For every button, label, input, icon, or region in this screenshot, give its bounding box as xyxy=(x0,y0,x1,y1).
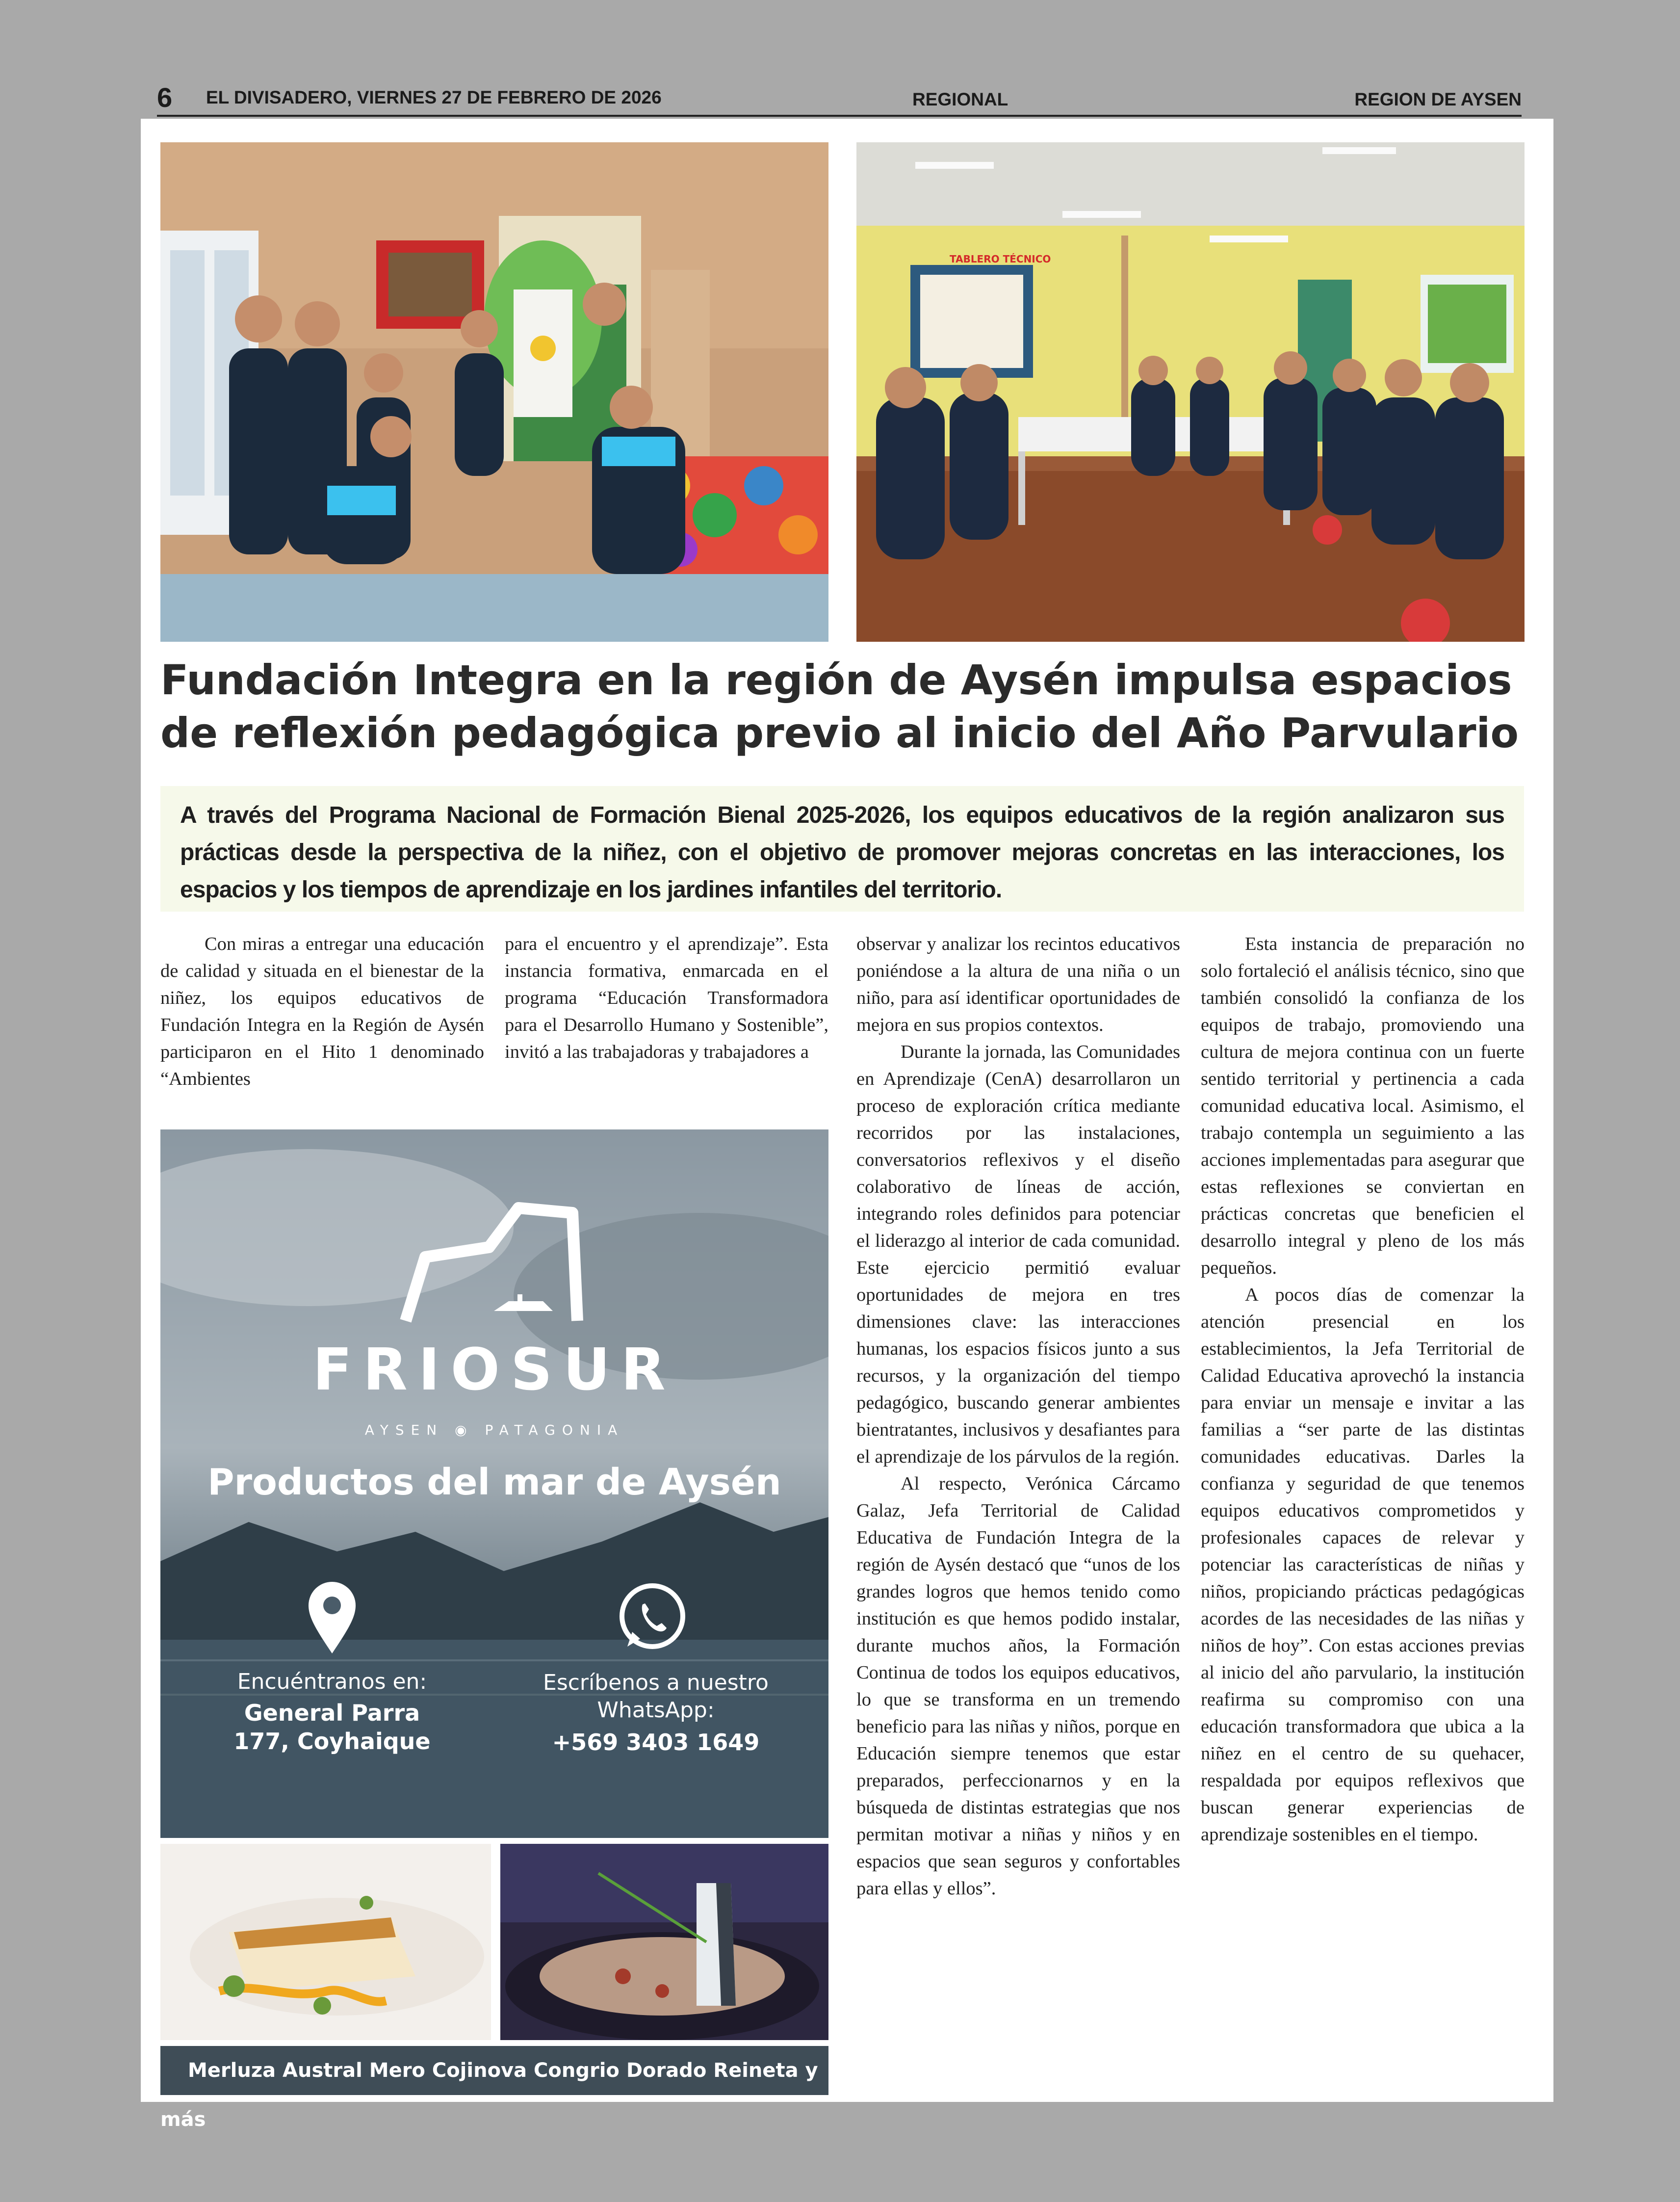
location-pin-icon xyxy=(307,1581,358,1654)
page-content xyxy=(141,119,1553,2131)
ad-brand: FRIOSUR xyxy=(312,1336,676,1403)
whatsapp-icon xyxy=(616,1581,689,1654)
article-column-2 xyxy=(505,931,828,1066)
whatsapp-number: +569 3403 1649 xyxy=(552,1729,760,1756)
page-number: 6 xyxy=(157,82,173,113)
article-column-1 xyxy=(160,931,484,1093)
newspaper-date: EL DIVISADERO, VIERNES 27 DE FEBRERO DE 2026 xyxy=(206,87,662,107)
gourmet-dish-photo xyxy=(500,1844,828,2040)
ad-tagline xyxy=(160,1422,828,1438)
article-paragraph: para el encuentro y el aprendizaje”. Esta instancia formativa, enmarcada en el programa “Educación Transformadora para el Desarrollo Humano y Sostenible”, invitó a las trabajadoras y trabajadores a xyxy=(505,934,828,1062)
article-paragraph: A pocos días de comenzar la atención presencial en los establecimientos, la Jefa Territorial de Calidad Educativa aprovechó la instancia para enviar un mensaje e invitar a las familias a “ser parte de las distintas comunidades educativas. Darles la confianza y seguridad de que tenemos equipos educativos comprometidos y profesionales capaces de relevar y potenciar las características de niñas y niños, propiciando prácticas pedagógicas acordes de las necesidades de las niñas y niños de hoy”. Con estas acciones previas al inicio del año parvulario, la institución reafirma su compromiso con una educación transformadora que ubica a la niñez en el centro de su quehacer, respaldada por equipos reflexivos que buscan generar experiencias de aprendizaje sostenibles en el tiempo. xyxy=(1201,1284,1525,1845)
article-lead: A través del Programa Nacional de Formación Bienal 2025-2026, los equipos educativos de la región analizaron sus prácticas desde la perspectiva de la niñez, con el objetivo de promover mejoras concretas en las interacciones, los espacios y los tiempos de aprendizaje en los jardines infantiles del territorio. xyxy=(160,786,1524,912)
article-headline: Fundación Integra en la región de Aysén impulsa espacios de reflexión pedagógica previo al inicio del Año Parvulario xyxy=(160,656,1519,757)
article-paragraph: Con miras a entregar una educación de calidad y situada en el bienestar de la niñez, los equipos educativos de Fundación Integra en la Región de Aysén participaron en el Hito 1 denominado “Ambientes xyxy=(160,934,484,1089)
friosur-advertisement xyxy=(160,1129,828,1838)
region-name: REGION DE AYSEN xyxy=(1354,89,1522,109)
article-paragraph: observar y analizar los recintos educativos poniéndose a la altura de una niña o un niño, para así identificar oportunidades de mejora en sus propios contextos. xyxy=(856,934,1180,1035)
fish-dish-photo xyxy=(160,1844,491,2040)
article-column-4 xyxy=(1201,931,1525,1848)
article-paragraph: Esta instancia de preparación no solo fortaleció el análisis técnico, sino que también consolidó la confianza de los equipos de trabajo, promoviendo una cultura de mejora continua con un fuerte sentido territorial y pertinencia a cada comunidad educativa local. Asimismo, el trabajo contempla un seguimiento a las acciones implementadas para asegurar que estas reflexiones se conviertan en prácticas concretas que beneficien el desarrollo integral y pleno de los más pequeños. xyxy=(1201,934,1525,1278)
article-column-3 xyxy=(856,931,1180,1902)
article-paragraph: Al respecto, Verónica Cárcamo Galaz, Jefa Territorial de Calidad Educativa de Fundación Integra de la región de Aysén destacó que “unos de los grandes logros que hemos tenido como institución es que hemos podido instalar, durante muchos años, la Formación Continua de todos los equipos educativos, lo que se transforma en un tremendo beneficio para las niñas y niños, porque en Educación siempre tenemos que estar preparados, perfeccionarnos y en la búsqueda de distintas estrategias que nos permitan motivar a niñas y niños y en espacios que sean seguros y confortables para ellas y ellos”. xyxy=(856,1473,1180,1899)
species-list-bar: Merluza Austral Mero Cojinova Congrio Dorado Reineta y más xyxy=(160,2046,828,2095)
article-paragraph: Durante la jornada, las Comunidades en Aprendizaje (CenA) desarrollaron un proceso de exploración crítica mediante recorridos por las instalaciones, conversatorios reflexivos y el diseño colaborativo de líneas de acción, integrando roles definidos para potenciar el liderazgo al interior de cada comunidad. Este ejercicio permitió evaluar oportunidades de mejora en tres dimensiones clave: las interacciones humanas, los espacios físicos junto a sus recursos, y la organización del tiempo pedagógico, buscando generar ambientes bientratantes, inclusivos y desafiantes para el aprendizaje de los párvulos de la región. xyxy=(856,1042,1180,1467)
photo-meeting-room xyxy=(856,142,1525,642)
whatsapp-label: Escríbenos a nuestro WhatsApp: xyxy=(543,1670,769,1723)
section-name: REGIONAL xyxy=(912,89,1008,109)
ad-tagline-right: PATAGONIA xyxy=(485,1422,624,1438)
wall-sign-text: TABLERO TÉCNICO xyxy=(950,253,1051,265)
location-address: General Parra 177, Coyhaique xyxy=(233,1700,431,1755)
compass-icon: ◉ xyxy=(455,1422,474,1438)
page-header xyxy=(157,84,1522,117)
friosur-logo-icon xyxy=(396,1198,592,1326)
ad-title: Productos del mar de Aysén xyxy=(207,1461,781,1503)
ad-tagline-left: AYSEN xyxy=(364,1422,444,1438)
photo-team-classroom xyxy=(160,142,828,642)
location-label: Encuéntranos en: xyxy=(237,1669,427,1694)
